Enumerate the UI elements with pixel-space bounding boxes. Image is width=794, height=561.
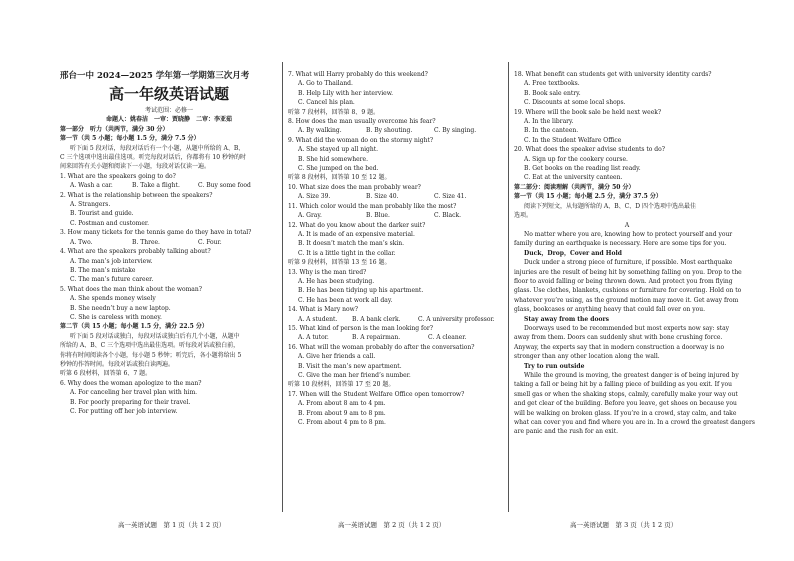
option-c: C. Four.: [198, 238, 222, 246]
passage-text: glass. Use clothes, blankets, cushions or furniture for covering. Hold on to: [514, 287, 742, 295]
page-1-column: [60, 70, 278, 416]
option-a: A. Go to Thailand.: [298, 80, 353, 88]
option-c: C. In the Student Welfare Office: [524, 136, 622, 144]
option-b: B. Size 40.: [366, 193, 399, 201]
question-3: 3. How many tickets for the tennis game do they have in total?: [60, 229, 252, 237]
option-a: A. For canceling her travel plan with him.: [70, 389, 198, 397]
option-b: B. A bank clerk.: [352, 315, 401, 323]
page-2-footer: 高一英语试题 第 2 页（共 1 2 页）: [338, 521, 446, 529]
option-c: C. It is a little tight in the collar.: [298, 249, 396, 257]
passage-text: While the ground is moving, the greatest danger is of being injured by: [524, 372, 739, 379]
page-2-column: [288, 70, 504, 427]
instruction-text: C 三个选项中选出最佳选项。听完每段对话后，你都将有 10 秒钟的时: [60, 154, 246, 162]
option-a: A. She stayed up all night.: [298, 146, 379, 154]
option-c: C. Size 41.: [434, 193, 467, 201]
option-c: C. From about 4 pm to 8 pm.: [298, 419, 386, 427]
passage-text: glass, bookcases or anything heavy that could fall over on you.: [514, 306, 705, 314]
passage-text: whatever you’re using, as the ground motion may move it. Get away from: [514, 296, 739, 304]
option-b: B. In the canteen.: [524, 127, 579, 135]
option-a: A. Free textbooks.: [524, 80, 580, 88]
question-12: 12. What do you know about the darker suit?: [288, 221, 426, 229]
option-b: B. Book sale entry.: [524, 89, 581, 97]
option-b: B. Three.: [132, 238, 160, 246]
option-b: B. Tourist and guide.: [70, 210, 134, 218]
passage-label: A: [624, 221, 630, 229]
option-c: C. Discounts at some local shops.: [524, 99, 626, 107]
material-note: 听第 6 段材料，回答第 6、7 题。: [60, 370, 152, 378]
question-15: 15. What kind of person is the man looking for?: [288, 324, 433, 332]
passage-text: injuries are the result of being hit by something falling on you. Drop to the: [514, 268, 742, 276]
passage-subheading: Stay away from the doors: [524, 315, 610, 323]
question-2: 2. What is the relationship between the speakers?: [60, 191, 213, 199]
option-a: A. A tutor.: [298, 334, 329, 342]
question-1: 1. What are the speakers going to do?: [60, 172, 176, 180]
passage-text: smell gas or when the shaking stops, calmly, carefully make your way out: [514, 390, 738, 398]
passage-subheading: Duck，Drop，Cover and Hold: [524, 249, 622, 257]
option-a: A. Two.: [70, 238, 93, 246]
passage-subheading: Try to run outside: [524, 362, 585, 370]
passage-text: Doorways used to be recommended but most experts now say: stay: [524, 324, 730, 332]
option-b: B. Take a flight.: [132, 182, 180, 190]
part-2-heading: 第二部分：阅读理解（共两节，满分 50 分）: [514, 183, 635, 191]
option-b: B. A repairman.: [352, 334, 401, 342]
passage-text: No matter where you are, knowing how to protect yourself and your: [524, 230, 733, 238]
section-3-heading: 第一节（共 15 小题；每小题 2.5 分，满分 37.5 分）: [514, 193, 662, 201]
material-note: 听第 10 段材料，回答第 17 至 20 题。: [288, 381, 395, 389]
question-1-options: [60, 181, 278, 190]
option-a: A. The man’s job interview.: [70, 257, 153, 265]
option-b: B. The man’s mistake: [70, 266, 136, 274]
option-a: A. Gray.: [298, 212, 322, 220]
option-a: A. Wash a car.: [70, 182, 113, 190]
option-b: B. For poorly preparing for their travel.: [70, 398, 191, 406]
question-14-options: [288, 315, 504, 324]
option-a: A. Sign up for the cookery course.: [524, 155, 628, 163]
question-9: 9. What did the woman do on the stormy night?: [288, 136, 434, 144]
exam-scope: 考试范围：必修一: [144, 107, 193, 114]
passage-text: floor to avoid falling or being thrown down. And protect you from flying: [514, 277, 733, 285]
option-c: C. Buy some food: [198, 182, 251, 190]
option-b: B. It doesn’t match the man’s skin.: [298, 240, 405, 248]
question-10-options: [288, 192, 504, 201]
option-c: C. Postman and customer.: [70, 219, 149, 227]
option-a: A. A student.: [298, 315, 338, 323]
option-c: C. He has been at work all day.: [298, 296, 393, 304]
question-13: 13. Why is the man tired?: [288, 268, 367, 276]
section-1-heading: 第一节（共 5 小题；每小题 1.5 分，满分 7.5 分）: [60, 135, 200, 143]
passage-text: Anyway, the experts say that in modern construction a doorway is no: [514, 343, 725, 351]
passage-text: taking a fall or being hit by a falling piece of building as you exit. If you: [514, 381, 732, 389]
passage-text: family during an earthquake is necessary. Here are some tips for you.: [514, 240, 727, 248]
option-b: B. Blue.: [366, 212, 390, 220]
option-a: A. In the library.: [524, 118, 574, 126]
material-note: 听第 8 段材料，回答第 10 至 12 题。: [288, 174, 391, 182]
question-19: 19. Where will the book sale be held next week?: [514, 108, 662, 116]
section-2-heading: 第二节（共 15 小题；每小题 1.5 分，满分 22.5 分）: [60, 323, 208, 331]
instruction-text: 你将有时间阅读各个小题，每小题 5 秒钟；听完后，各小题将给出 5: [60, 351, 242, 359]
option-b: B. Get books on the reading list ready.: [524, 165, 641, 173]
question-18: 18. What benefit can students get with university identity cards?: [514, 71, 712, 78]
option-b: B. Visit the man’s new apartment.: [298, 362, 402, 370]
option-c: C. For putting off her job interview.: [70, 408, 178, 415]
instruction-text: 间来回答有关小题和阅读下一小题，每段对话仅读一遍。: [60, 163, 211, 171]
passage-text: what can cover you and find where you are in. In a crowd the greatest dangers: [514, 419, 755, 427]
option-a: A. Strangers.: [70, 201, 111, 209]
column-divider-1: [282, 62, 283, 512]
passage-text: stronger than any other location along the wall.: [514, 353, 660, 361]
option-c: C. Black.: [434, 212, 461, 220]
option-c: C. By singing.: [434, 127, 477, 135]
passage-text: and get clear of the building. Before you leave, get shoes on because you: [514, 400, 737, 408]
question-16: 16. What will the woman probably do after the conversation?: [288, 343, 475, 351]
question-11: 11. Which color would the man probably like the most?: [288, 202, 457, 210]
option-b: B. She needn’t buy a new laptop.: [70, 304, 171, 312]
instruction-text: 听下面 5 段对话或独白，每段对话或独白后有几个小题，从题中: [70, 332, 240, 340]
page-1-footer: 高一英语试题 第 1 页（共 1 2 页）: [118, 521, 226, 529]
option-c: C. Cancel his plan.: [298, 99, 355, 107]
option-a: A. Size 39.: [298, 193, 331, 201]
exam-title: 高一年级英语试题: [108, 85, 229, 103]
option-a: A. By walking.: [298, 127, 342, 135]
part-1-heading: 第一部分 听力（共两节，满分 30 分）: [60, 125, 169, 133]
question-5: 5. What does the man think about the woman?: [60, 285, 202, 293]
instruction-text: 听下面 5 段对话，每段对话后有一个小题，从题中所给的 A、B、: [70, 144, 245, 152]
option-c: C. Eat at the university canteen.: [524, 174, 623, 182]
option-c: C. Give the man her friend’s number.: [298, 372, 411, 379]
passage-text: away from them. Doors can suddenly shut with bone crushing force.: [514, 334, 723, 342]
option-b: B. From about 9 am to 8 pm.: [298, 409, 386, 417]
question-8-options: [288, 126, 504, 135]
instruction-text: 秒钟的作答时间。每段对话或独白读两遍。: [60, 360, 175, 368]
question-setters: 命题人：姚春洁 一审：贾晓静 二审：李亚茹: [105, 116, 232, 124]
passage-text: Duck under a strong piece of furniture, if possible. Most earthquake: [524, 259, 733, 267]
question-7: 7. What will Harry probably do this weekend?: [288, 71, 428, 78]
option-c: C. A cleaner.: [428, 334, 467, 342]
option-a: A. She spends money wisely: [70, 295, 156, 303]
column-divider-2: [508, 62, 509, 512]
option-c: C. The man’s future career.: [70, 276, 154, 284]
passage-text: are panic and the rush for an exit.: [514, 428, 619, 436]
instruction-text: 阅读下列短文，从每题所给的 A、B、C、D 四个选项中选出最佳: [524, 202, 696, 210]
passage-text: will be walking on broken glass. If you’re in a crowd, stay calm, and take: [514, 409, 737, 417]
option-a: A. From about 8 am to 4 pm.: [298, 400, 386, 408]
option-a: A. He has been studying.: [298, 277, 375, 285]
option-a: A. Give her friends a call.: [298, 353, 376, 361]
question-4: 4. What are the speakers probably talking about?: [60, 248, 211, 256]
option-a: A. It is made of an expensive material.: [298, 230, 415, 238]
question-20: 20. What does the speaker advise students to do?: [514, 146, 665, 154]
question-10: 10. What size does the man probably wear?: [288, 183, 421, 191]
option-c: C. A university professor.: [418, 315, 495, 323]
material-note: 听第 9 段材料，回答第 13 至 16 题。: [288, 259, 391, 267]
option-c: C. She jumped on the bed.: [298, 165, 379, 173]
question-6: 6. Why does the woman apologize to the man?: [60, 379, 202, 387]
question-15-options: [288, 333, 504, 342]
page-3-column: [514, 70, 755, 437]
material-note: 听第 7 段材料，回答第 8、9 题。: [288, 108, 380, 116]
school-header: 邢台一中 2024—2025 学年第一学期第三次月考: [60, 71, 250, 81]
instruction-text: 选项。: [514, 212, 533, 220]
question-11-options: [288, 211, 504, 220]
option-b: B. By shouting.: [366, 127, 413, 135]
page-3-footer: 高一英语试题 第 3 页（共 1 2 页）: [570, 521, 678, 529]
question-3-options: [60, 238, 278, 247]
option-b: B. He has been tidying up his apartment.: [298, 287, 424, 295]
question-14: 14. What is Mary now?: [288, 306, 358, 314]
option-b: B. Help Lily with her interview.: [298, 89, 394, 97]
question-8: 8. How does the man usually overcome his fear?: [288, 118, 436, 126]
option-c: C. She is careless with money.: [70, 313, 162, 321]
question-17: 17. When will the Student Welfare Office open tomorrow?: [288, 390, 465, 398]
option-b: B. She hid somewhere.: [298, 155, 368, 163]
instruction-text: 所给的 A、B、C 三个选项中选出最佳选项。听每段对话或独白前，: [60, 342, 240, 350]
